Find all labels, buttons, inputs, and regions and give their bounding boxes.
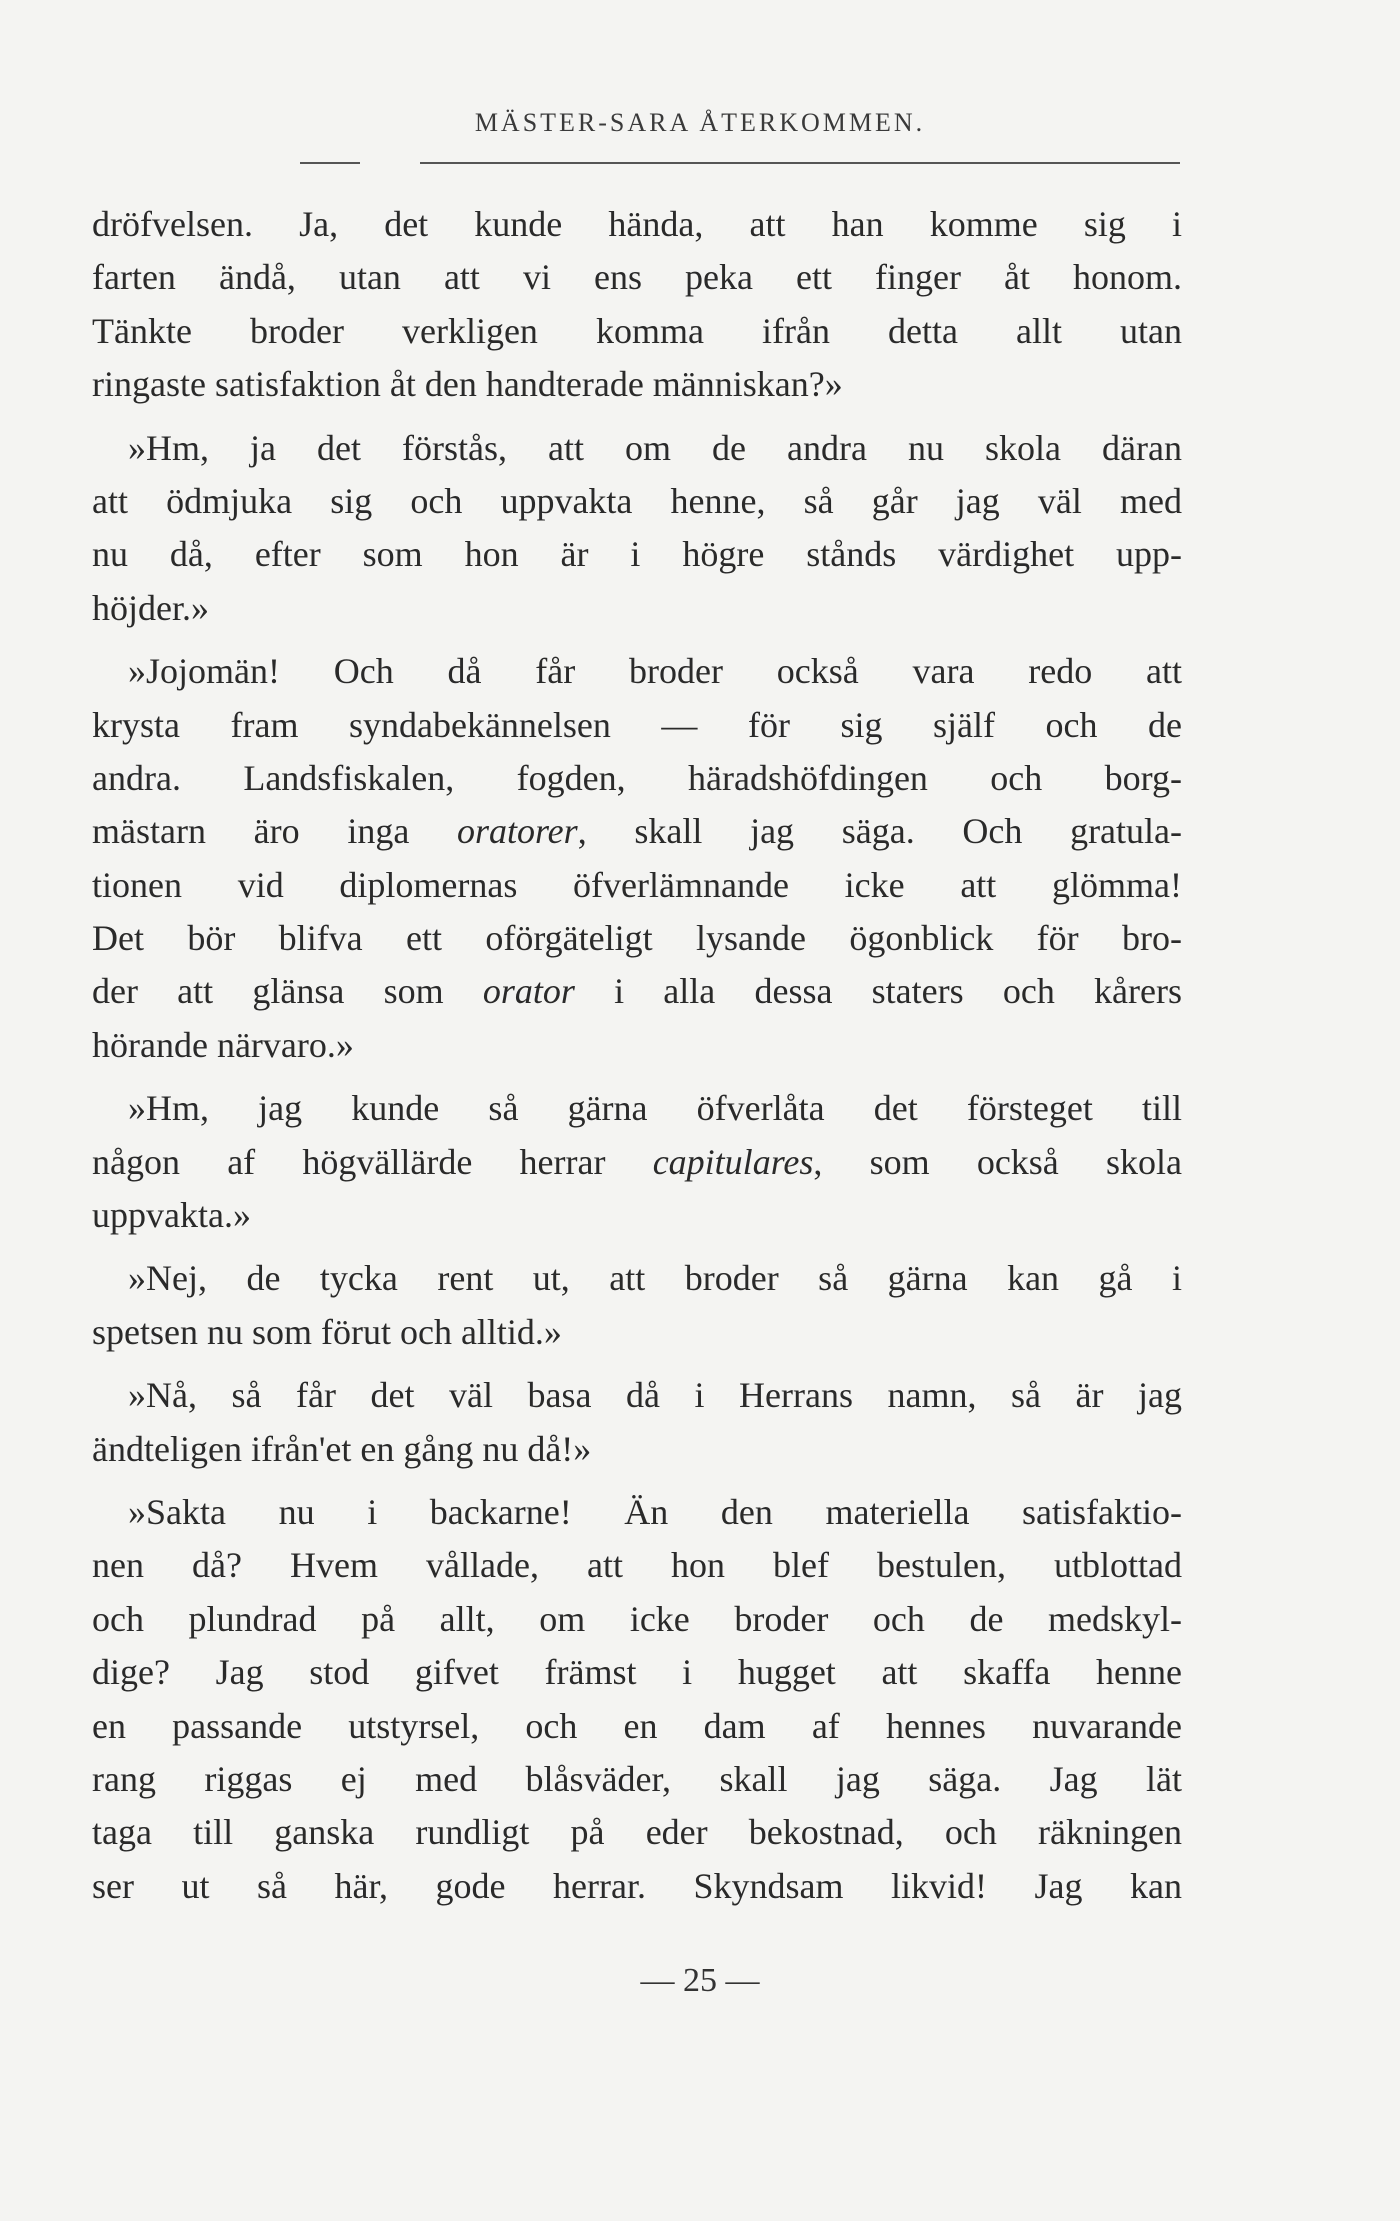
text-line: Tänkte broder verkligen komma ifrån detta allt utan — [92, 310, 1182, 351]
text-line: mästarn äro inga oratorer, skall jag säga. Och gratula- — [92, 811, 1183, 852]
text-line: hörande närvaro.» — [92, 1024, 354, 1065]
header-rule-gap — [360, 162, 420, 164]
text-line: krysta fram syndabekännelsen — för sig själf och de — [92, 704, 1182, 745]
text-line: der att glänsa som orator i alla dessa staters och kårers — [92, 971, 1182, 1012]
text-line: en passande utstyrsel, och en dam af hennes nuvarande — [92, 1705, 1182, 1746]
text-line: ser ut så här, gode herrar. Skyndsam likvid! Jag kan — [92, 1865, 1182, 1906]
text-line: att ödmjuka sig och uppvakta henne, så går jag väl med — [92, 480, 1182, 521]
text-line: nen då? Hvem vållade, att hon blef bestulen, utblottad — [92, 1545, 1182, 1586]
text-line: »Nej, de tycka rent ut, att broder så gärna kan gå i — [128, 1258, 1182, 1299]
text-line: spetsen nu som förut och alltid.» — [92, 1311, 562, 1352]
text-line: »Hm, jag kunde så gärna öfverlåta det försteget till — [128, 1088, 1182, 1129]
text-line: »Nå, så får det väl basa då i Herrans namn, så är jag — [128, 1375, 1182, 1416]
text-line: »Sakta nu i backarne! Än den materiella satisfaktio- — [128, 1491, 1182, 1532]
text-line: ändteligen ifrån'et en gång nu då!» — [92, 1428, 592, 1469]
text-line: någon af högvällärde herrar capitulares, som också skola — [92, 1141, 1183, 1182]
text-line: dröfvelsen. Ja, det kunde hända, att han komme sig i — [92, 204, 1182, 244]
text-line: »Hm, ja det förstås, att om de andra nu skola däran — [128, 427, 1182, 468]
text-line: ringaste satisfaktion åt den handterade människan?» — [92, 364, 843, 405]
text-line: andra. Landsfiskalen, fogden, häradshöfdingen och borg- — [92, 757, 1182, 798]
text-line: tionen vid diplomernas öfverlämnande icke att glömma! — [92, 864, 1182, 905]
text-line: uppvakta.» — [92, 1195, 251, 1236]
header-rule — [300, 162, 1180, 164]
text-line: farten ändå, utan att vi ens peka ett finger åt honom. — [92, 257, 1182, 298]
running-title: MÄSTER-SARA ÅTERKOMMEN. — [474, 108, 926, 137]
text-line: »Jojomän! Och då får broder också vara redo att — [128, 651, 1182, 692]
text-line: och plundrad på allt, om icke broder och de medskyl- — [92, 1598, 1182, 1639]
body-text — [92, 198, 1182, 1913]
text-line: Det bör blifva ett oförgäteligt lysande ögonblick för bro- — [92, 918, 1182, 959]
text-line: nu då, efter som hon är i högre stånds värdighet upp- — [92, 534, 1182, 575]
text-line: höjder.» — [92, 587, 209, 628]
page-number: — 25 — — [640, 1962, 760, 1999]
text-line: taga till ganska rundligt på eder bekostnad, och räkningen — [92, 1812, 1182, 1853]
text-line: rang riggas ej med blåsväder, skall jag säga. Jag lät — [92, 1758, 1182, 1799]
text-line: dige? Jag stod gifvet främst i hugget att skaffa henne — [92, 1652, 1182, 1693]
